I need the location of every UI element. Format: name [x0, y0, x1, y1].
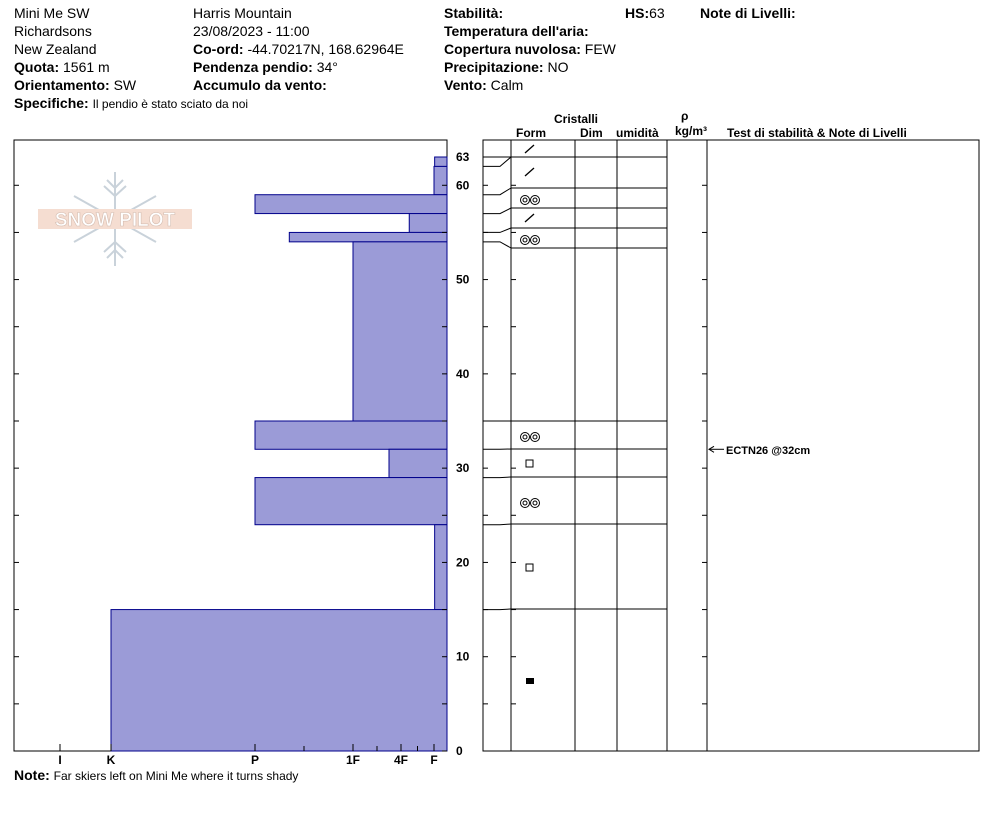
y-tick-label: 30 — [456, 461, 470, 476]
hardness-bar — [255, 195, 447, 214]
area-name: Richardsons — [14, 23, 92, 39]
header-density-unit: kg/m³ — [675, 124, 708, 138]
table-connector — [483, 609, 511, 610]
coord-label: Co-ord: — [193, 41, 244, 57]
hardness-bar — [255, 421, 447, 449]
x-tick-label: I — [58, 753, 62, 767]
x-tick-label: 1F — [345, 753, 361, 767]
accumulo-label: Accumulo da vento: — [193, 77, 327, 93]
header-umidita: umidità — [616, 126, 659, 140]
note-label: Note: — [14, 767, 50, 783]
hardness-bar — [289, 232, 447, 241]
rounded-grain-icon — [531, 236, 540, 245]
table-connector — [483, 477, 511, 478]
y-tick-label: 40 — [456, 366, 470, 381]
faceted-square-icon — [526, 460, 533, 467]
copertura-value: FEW — [584, 41, 616, 57]
rounded-grain-icon — [521, 236, 530, 245]
header-tests: Test di stabilità & Note di Livelli — [727, 126, 907, 140]
specifiche-value: Il pendio è stato sciato da noi — [92, 97, 249, 111]
melt-form-square-icon — [526, 678, 534, 684]
hardness-bar — [435, 525, 447, 610]
coord-value: -44.70217N, 168.62964E — [247, 41, 404, 57]
hs-value: 63 — [649, 5, 665, 21]
pendenza-value: 34° — [316, 59, 338, 75]
rounded-grain-icon — [521, 499, 530, 508]
rounded-grain-icon — [521, 196, 530, 205]
hardness-bar — [434, 166, 447, 194]
rounded-grain-icon — [523, 435, 527, 439]
precip-label: Precipitazione: — [444, 59, 544, 75]
stabilita-label: Stabilità: — [444, 5, 504, 21]
hardness-bar — [389, 449, 447, 477]
header-form: Form — [516, 126, 546, 140]
logo-text: SNOW PILOT — [54, 210, 176, 231]
specifiche-label: Specifiche: — [14, 95, 89, 111]
table-connector — [483, 208, 511, 214]
mountain-name: Harris Mountain — [193, 5, 292, 21]
facet-slash-icon — [525, 214, 534, 222]
location-name: Mini Me SW — [14, 5, 90, 21]
table-connector — [483, 228, 511, 232]
rounded-grain-icon — [523, 238, 527, 242]
table-connector — [483, 157, 511, 166]
y-tick-label: 20 — [456, 555, 470, 570]
y-tick-label: 50 — [456, 272, 470, 287]
rounded-grain-icon — [533, 501, 537, 505]
rounded-grain-icon — [521, 433, 530, 442]
x-tick-label: 4F — [393, 753, 409, 767]
hardness-bar — [409, 214, 447, 233]
rounded-grain-icon — [533, 238, 537, 242]
y-tick-label: 10 — [456, 649, 470, 664]
table-connector — [483, 524, 511, 525]
header-cristalli: Cristalli — [554, 112, 599, 126]
y-tick-label: 63 — [456, 150, 470, 164]
rounded-grain-icon — [531, 499, 540, 508]
hardness-bar — [255, 478, 447, 525]
x-tick-label: P — [250, 753, 260, 767]
rounded-grain-icon — [531, 196, 540, 205]
rounded-grain-icon — [533, 435, 537, 439]
hardness-bars — [111, 157, 447, 751]
vento-value: Calm — [490, 77, 524, 93]
layer-table — [483, 140, 724, 751]
snowpilot-logo — [38, 172, 192, 266]
stability-test-label: ECTN26 @32cm — [726, 445, 811, 458]
y-tick-label: 0 — [456, 744, 463, 758]
x-tick-label: F — [430, 753, 438, 767]
header-rho: ρ — [681, 109, 689, 123]
quota-label: Quota: — [14, 59, 60, 75]
rounded-grain-icon — [523, 501, 527, 505]
facet-slash-icon — [525, 145, 534, 153]
table-connector — [483, 188, 511, 195]
copertura-label: Copertura nuvolosa: — [444, 41, 581, 57]
orientamento-value: SW — [113, 77, 137, 93]
date-time: 23/08/2023 - 11:00 — [193, 23, 310, 39]
hardness-bar — [435, 157, 447, 166]
x-tick-label: K — [106, 753, 116, 767]
pendenza-label: Pendenza pendio: — [193, 59, 313, 75]
hardness-bar — [111, 610, 447, 751]
header-dim: Dim — [580, 126, 603, 140]
hs-label: HS: — [625, 5, 650, 21]
quota-value: 1561 m — [63, 59, 110, 75]
temp-label: Temperatura dell'aria: — [444, 23, 589, 39]
layer-table-frame — [483, 140, 979, 751]
facet-slash-icon — [525, 168, 534, 176]
rounded-grain-icon — [533, 198, 537, 202]
hardness-bar — [353, 242, 447, 421]
faceted-square-icon — [526, 564, 533, 571]
rounded-grain-icon — [531, 433, 540, 442]
country: New Zealand — [14, 41, 97, 57]
note-livelli-label: Note di Livelli: — [700, 5, 796, 21]
note-text: Far skiers left on Mini Me where it turns shady — [53, 769, 299, 783]
precip-value: NO — [547, 59, 569, 75]
orientamento-label: Orientamento: — [14, 77, 110, 93]
y-tick-label: 60 — [456, 178, 470, 193]
rounded-grain-icon — [523, 198, 527, 202]
vento-label: Vento: — [444, 77, 487, 93]
table-connector — [483, 242, 511, 248]
